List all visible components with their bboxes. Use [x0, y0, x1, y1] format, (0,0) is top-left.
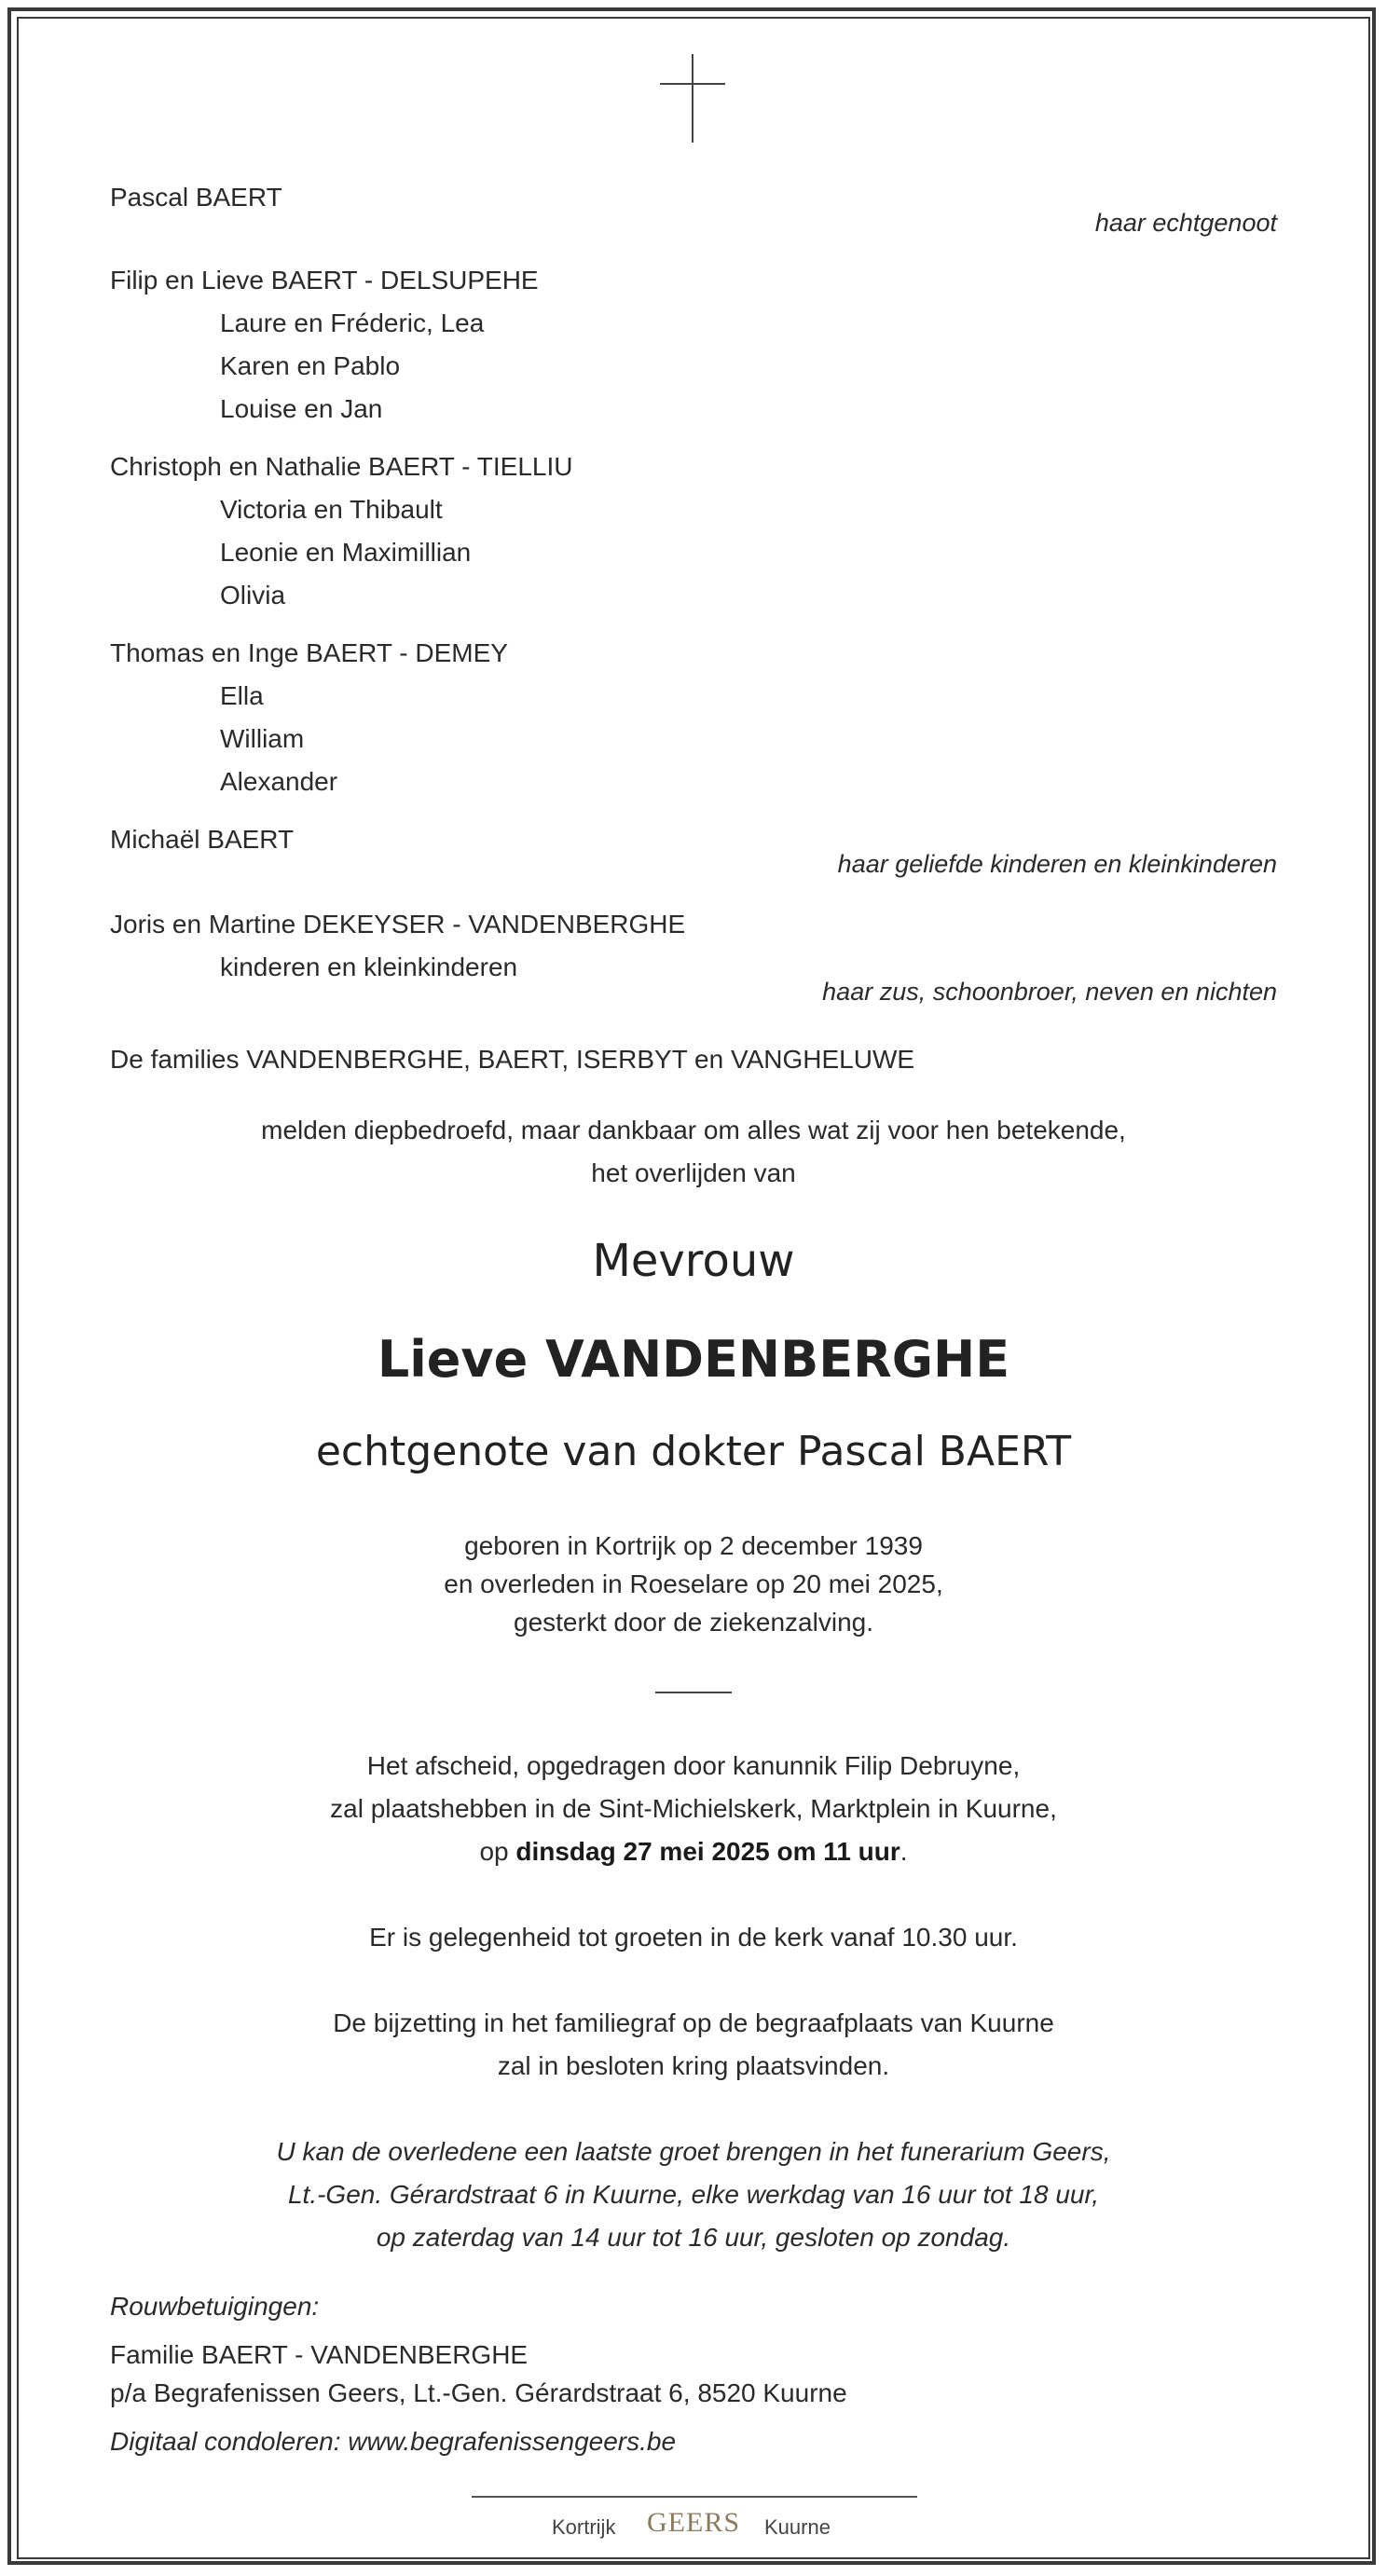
relation-sibling: haar zus, schoonbroer, neven en nichten — [822, 978, 1277, 1006]
grandchild-line: Karen en Pablo — [220, 351, 401, 380]
footer-location-left: Kortrijk — [552, 2515, 616, 2539]
grandchild-line: Olivia — [220, 581, 286, 610]
ceremony-prefix: op — [479, 1837, 516, 1866]
grandchild-line: Louise en Jan — [220, 394, 383, 423]
geers-logo: GEERS — [647, 2507, 741, 2538]
ceremony-suffix: . — [899, 1837, 908, 1866]
condolences-label: Rouwbetuigingen: — [110, 2292, 320, 2321]
announcement-line-1: melden diepbedroefd, maar dankbaar om alles wat zij voor hen betekende, — [261, 1116, 1126, 1144]
funerarium-line-3: op zaterdag van 14 uur tot 16 uur, gesloten op zondag. — [376, 2223, 1011, 2252]
family-name-michael: Michaël BAERT — [110, 825, 295, 854]
spouse-line: echtgenote van dokter Pascal BAERT — [315, 1428, 1072, 1475]
grandchild-line: William — [220, 724, 305, 753]
footer-divider — [472, 2496, 917, 2498]
grandchild-line: Victoria en Thibault — [220, 495, 443, 524]
grandchild-line: Leonie en Maximillian — [220, 538, 472, 567]
sacrament-line: gesterkt door de ziekenzalving. — [514, 1608, 873, 1637]
burial-line-1: De bijzetting in het familiegraf op de begraafplaats van Kuurne — [333, 2008, 1054, 2037]
relation-children: haar geliefde kinderen en kleinkinderen — [837, 850, 1277, 878]
family-name-pascal: Pascal BAERT — [110, 183, 282, 212]
divider — [655, 1692, 732, 1693]
footer-location-right: Kuurne — [764, 2515, 831, 2539]
grandchild-line: Laure en Fréderic, Lea — [220, 308, 485, 337]
salutation: Mevrouw — [592, 1235, 795, 1287]
families-line: De families VANDENBERGHE, BAERT, ISERBYT en VANGHELUWE — [110, 1045, 915, 1074]
death-line: en overleden in Roeselare op 20 mei 2025, — [444, 1569, 943, 1598]
relation-spouse: haar echtgenoot — [1094, 209, 1277, 237]
family-name-joris: Joris en Martine DEKEYSER - VANDENBERGHE — [110, 910, 686, 939]
deceased-name: Lieve VANDENBERGHE — [377, 1330, 1010, 1389]
funerarium-line-1: U kan de overledene een laatste groet brengen in het funerarium Geers, — [276, 2137, 1111, 2166]
ceremony-line-2: zal plaatshebben in de Sint-Michielskerk, Marktplein in Kuurne, — [330, 1794, 1057, 1823]
joris-children: kinderen en kleinkinderen — [220, 952, 518, 981]
family-name-filip: Filip en Lieve BAERT - DELSUPEHE — [110, 266, 539, 295]
cross-icon-bar — [660, 83, 725, 85]
family-name-thomas: Thomas en Inge BAERT - DEMEY — [110, 638, 508, 667]
grandchild-line: Ella — [220, 681, 264, 710]
ceremony-line-3 — [0, 1837, 1387, 1867]
ceremony-date: dinsdag 27 mei 2025 om 11 uur — [515, 1837, 900, 1866]
funerarium-line-2: Lt.-Gen. Gérardstraat 6 in Kuurne, elke werkdag van 16 uur tot 18 uur, — [287, 2180, 1100, 2209]
condolences-address: p/a Begrafenissen Geers, Lt.-Gen. Gérardstraat 6, 8520 Kuurne — [110, 2378, 847, 2407]
family-name-christoph: Christoph en Nathalie BAERT - TIELLIU — [110, 452, 573, 481]
grandchild-line: Alexander — [220, 767, 338, 796]
burial-line-2: zal in besloten kring plaatsvinden. — [497, 2051, 890, 2080]
condolences-website[interactable]: Digitaal condoleren: www.begrafenissengeers.be — [110, 2427, 677, 2456]
cross-icon — [692, 54, 694, 143]
birth-line: geboren in Kortrijk op 2 december 1939 — [464, 1531, 923, 1560]
ceremony-line-1: Het afscheid, opgedragen door kanunnik Filip Debruyne, — [366, 1751, 1021, 1780]
announcement-line-2: het overlijden van — [591, 1158, 796, 1187]
greeting-line: Er is gelegenheid tot groeten in de kerk vanaf 10.30 uur. — [369, 1923, 1018, 1952]
condolences-family: Familie BAERT - VANDENBERGHE — [110, 2340, 529, 2369]
